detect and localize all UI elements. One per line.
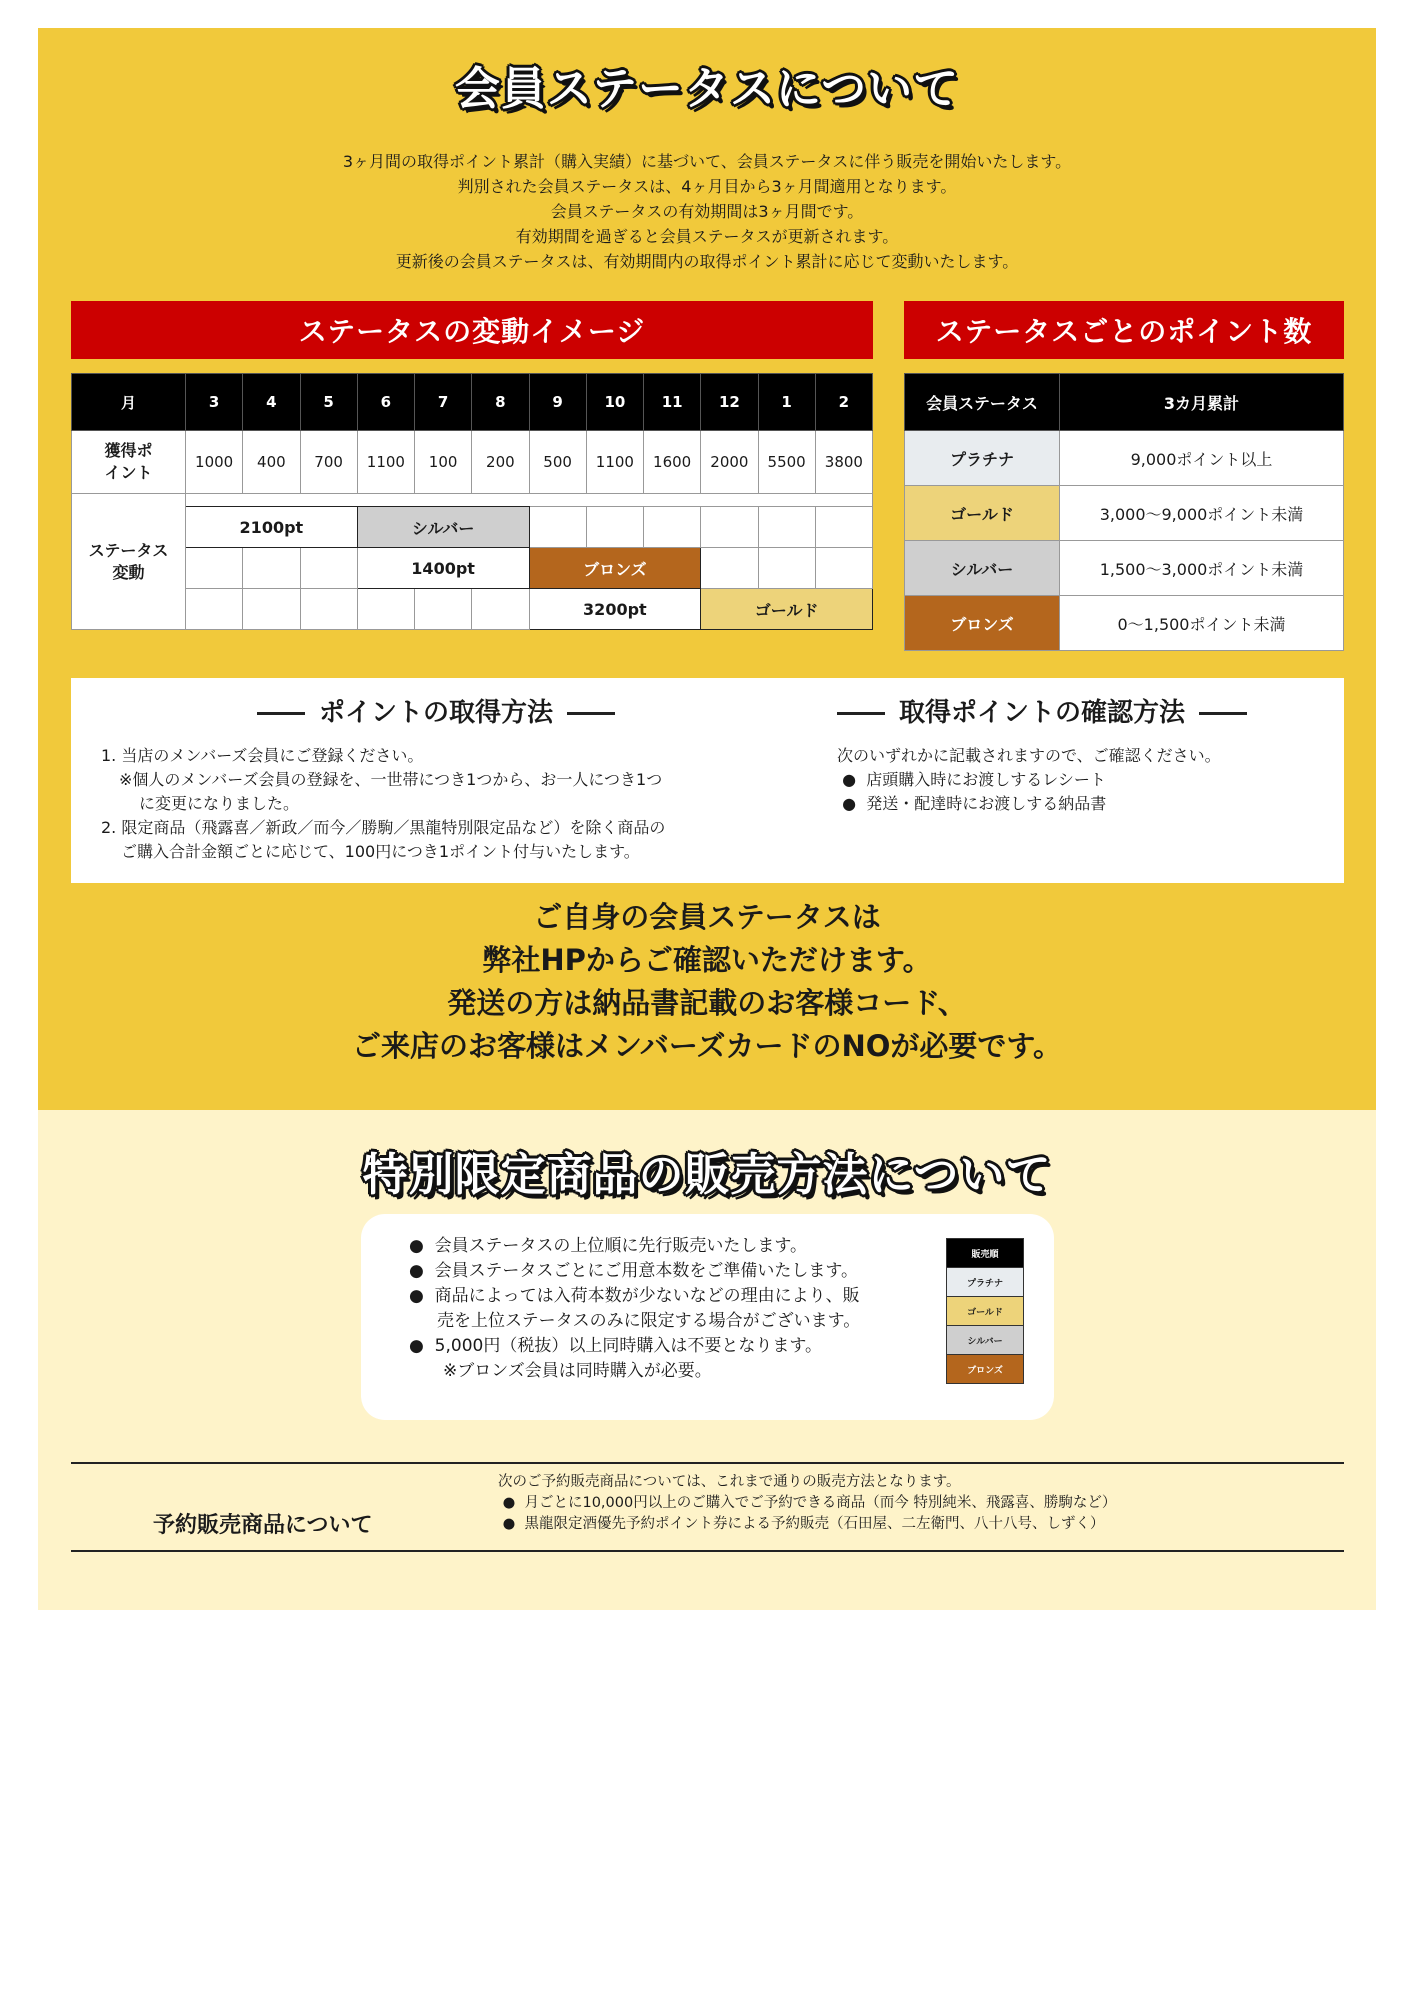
- range-cell: 3,000〜9,000ポイント未満: [1060, 486, 1344, 541]
- list-item: ● 5,000円（税抜）以上同時購入は不要となります。: [409, 1336, 822, 1356]
- intro-line: 判別された会員ステータスは、4ヶ月目から3ヶ月間適用となります。: [457, 177, 957, 196]
- points-label: 獲得ポイント: [72, 431, 186, 494]
- how-to-get-heading: ポイントの取得方法: [243, 692, 629, 729]
- bar-bronze: ブロンズ: [529, 548, 701, 589]
- bar-silver: シルバー: [357, 507, 529, 548]
- status-change-label: ステータス変動: [72, 494, 186, 630]
- divider: [71, 1462, 1344, 1464]
- points-cell: 1600: [644, 431, 701, 494]
- intro-line: 有効期間を過ぎると会員ステータスが更新されます。: [515, 227, 899, 246]
- col-total-header: 3カ月累計: [1060, 374, 1344, 431]
- list-item: ● 会員ステータスの上位順に先行販売いたします。: [409, 1236, 807, 1256]
- status-row: [72, 589, 873, 630]
- range-cell: 0〜1,500ポイント未満: [1060, 596, 1344, 651]
- month-cell: 12: [701, 374, 758, 431]
- range-cell: 1,500〜3,000ポイント未満: [1060, 541, 1344, 596]
- points-cell: 5500: [758, 431, 815, 494]
- status-silver: シルバー: [905, 541, 1060, 596]
- bar-3200pt: 3200pt: [529, 589, 701, 630]
- order-silver: シルバー: [946, 1326, 1024, 1355]
- points-cell: 200: [472, 431, 529, 494]
- note-line: に変更になりました。: [139, 794, 300, 813]
- month-cell: 8: [472, 374, 529, 431]
- list-item: ● 発送・配達時にお渡しする納品書: [837, 794, 1107, 813]
- section-title: 特別限定商品の販売方法について: [362, 1148, 1052, 1201]
- intro-line: 3ヶ月間の取得ポイント累計（購入実績）に基づいて、会員ステータスに伴う販売を開始いたします。: [342, 152, 1072, 171]
- month-cell: 9: [529, 374, 586, 431]
- list-item: ● 会員ステータスごとにご用意本数をご準備いたします。: [409, 1261, 858, 1281]
- sales-method-list: [409, 1234, 860, 1384]
- how-to-check-heading: 取得ポイントの確認方法: [823, 692, 1261, 729]
- table-row: [905, 541, 1344, 596]
- divider: [71, 1550, 1344, 1552]
- list-item: 1. 当店のメンバーズ会員にご登録ください。: [101, 746, 424, 765]
- section-title: 会員ステータスについて: [454, 62, 960, 115]
- intro-line: 更新後の会員ステータスは、有効期間内の取得ポイント累計に応じて変動いたします。: [395, 252, 1019, 271]
- order-platinum: プラチナ: [946, 1268, 1024, 1297]
- list-item: 2. 限定商品（飛露喜／新政／而今／勝駒／黒龍特別限定品など）を除く商品の: [101, 818, 666, 837]
- month-cell: 5: [300, 374, 357, 431]
- points-heading: ステータスごとのポイント数: [904, 301, 1344, 359]
- table-row: [905, 431, 1344, 486]
- points-cell: 500: [529, 431, 586, 494]
- month-cell: 4: [243, 374, 300, 431]
- month-row: [72, 374, 873, 431]
- check-lead: 次のいずれかに記載されますので、ご確認ください。: [837, 746, 1221, 765]
- points-cell: 3800: [815, 431, 872, 494]
- list-item-cont: 売を上位ステータスのみに限定する場合がございます。: [437, 1311, 861, 1331]
- sales-method-box: [361, 1214, 1054, 1420]
- note-line: ※個人のメンバーズ会員の登録を、一世帯につき1つから、お一人につき1つ: [119, 770, 663, 789]
- status-change-table: [71, 373, 873, 630]
- status-gold: ゴールド: [905, 486, 1060, 541]
- member-status-section: [38, 28, 1376, 1110]
- list-item-cont: ご購入合計金額ごとに応じて、100円につき1ポイント付与いたします。: [121, 842, 640, 861]
- intro-line: 会員ステータスの有効期間は3ヶ月間です。: [550, 202, 864, 221]
- bar-1400pt: 1400pt: [357, 548, 529, 589]
- order-gold: ゴールド: [946, 1297, 1024, 1326]
- order-header: 販売順: [946, 1238, 1024, 1268]
- month-cell: 2: [815, 374, 872, 431]
- bar-2100pt: 2100pt: [186, 507, 358, 548]
- status-row: [72, 494, 873, 507]
- points-table-header: [905, 374, 1344, 431]
- heading-rule: [1199, 712, 1247, 715]
- points-cell: 1100: [357, 431, 414, 494]
- sales-order-chart: [946, 1238, 1024, 1384]
- points-cell: 2000: [701, 431, 758, 494]
- status-points-table: [904, 373, 1344, 651]
- status-bronze: ブロンズ: [905, 596, 1060, 651]
- table-row: [905, 486, 1344, 541]
- info-box: [71, 678, 1344, 883]
- order-bronze: ブロンズ: [946, 1355, 1024, 1384]
- month-cell: 10: [586, 374, 643, 431]
- intro-text: [38, 149, 1376, 274]
- heading-rule: [257, 712, 305, 715]
- month-cell: 7: [415, 374, 472, 431]
- points-cell: 1000: [186, 431, 243, 494]
- range-cell: 9,000ポイント以上: [1060, 431, 1344, 486]
- bar-gold: ゴールド: [701, 589, 873, 630]
- month-cell: 11: [644, 374, 701, 431]
- reservation-label: 予約販売商品について: [153, 1513, 373, 1538]
- list-item: ● 店頭購入時にお渡しするレシート: [837, 770, 1106, 789]
- change-heading: ステータスの変動イメージ: [71, 301, 873, 359]
- points-cell: 1100: [586, 431, 643, 494]
- month-cell: 3: [186, 374, 243, 431]
- status-row: [72, 507, 873, 548]
- reservation-text: [498, 1472, 1116, 1535]
- month-label: 月: [72, 374, 186, 431]
- heading-rule: [837, 712, 885, 715]
- points-cell: 400: [243, 431, 300, 494]
- heading-rule: [567, 712, 615, 715]
- col-status-header: 会員ステータス: [905, 374, 1060, 431]
- table-row: [905, 596, 1344, 651]
- list-item: ● 商品によっては入荷本数が少ないなどの理由により、販: [409, 1286, 860, 1306]
- points-cell: 700: [300, 431, 357, 494]
- note-line: ※ブロンズ会員は同時購入が必要。: [443, 1361, 712, 1381]
- month-cell: 1: [758, 374, 815, 431]
- points-cell: 100: [415, 431, 472, 494]
- list-item: ● 黒龍限定酒優先予約ポイント券による予約販売（石田屋、二左衛門、八十八号、しずく）: [498, 1516, 1105, 1532]
- points-row: [72, 431, 873, 494]
- how-to-get-text: [101, 744, 665, 864]
- reservation-lead: 次のご予約販売商品については、これまで通りの販売方法となります。: [498, 1474, 961, 1490]
- confirm-message: ご自身の会員ステータスは 弊社HPからご確認いただけます。 発送の方は納品書記載のお客様コード、 ご来店のお客様はメンバーズカードのNOが必要です。: [351, 900, 1063, 1063]
- status-row: [72, 548, 873, 589]
- how-to-check-text: [837, 744, 1221, 816]
- status-platinum: プラチナ: [905, 431, 1060, 486]
- list-item: ● 月ごとに10,000円以上のご購入でご予約できる商品（而今 特別純米、飛露喜、勝駒など）: [498, 1495, 1117, 1511]
- month-cell: 6: [357, 374, 414, 431]
